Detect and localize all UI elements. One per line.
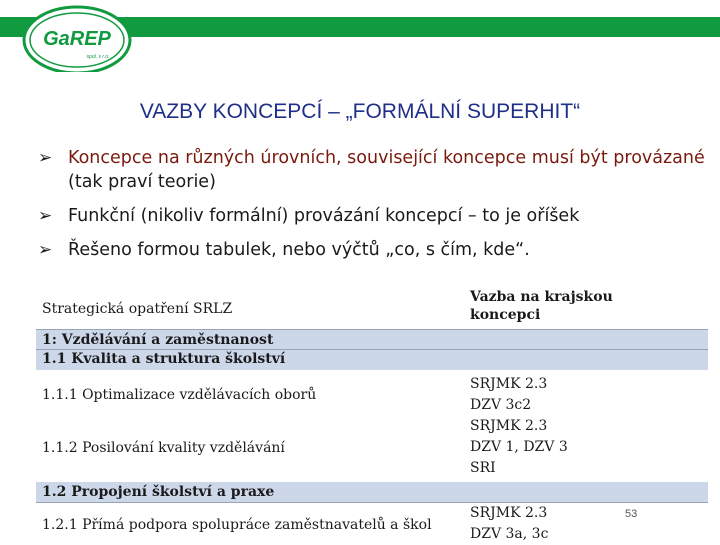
header-strategic-measures: Strategická opatření SRLZ <box>42 301 233 317</box>
bullet-list <box>38 146 708 272</box>
garep-logo-graphic <box>20 0 138 72</box>
row-link-line: SRJMK 2.3 <box>470 505 548 521</box>
row-measure: 1.2.1 Přímá podpora spolupráce zaměstnavatelů a škol <box>42 517 432 533</box>
logo-subtext: spol. s r.o. <box>86 54 110 60</box>
row-link-line: DZV 1, DZV 3 <box>470 439 568 455</box>
row-link-line: DZV 3a, 3c <box>470 526 549 542</box>
header-regional-link-line: koncepci <box>470 307 541 323</box>
row-link <box>468 374 708 416</box>
table-section-row <box>36 330 708 370</box>
table-section-row <box>36 482 708 502</box>
row-link-line: DZV 3c2 <box>470 397 532 413</box>
table-divider <box>36 349 708 350</box>
bullet-text: (tak praví teorie) <box>68 172 216 192</box>
bullet-item <box>38 146 708 194</box>
page-number: 53 <box>625 508 638 520</box>
section-heading <box>36 331 285 369</box>
bullet-item <box>38 238 708 262</box>
table-header-row <box>36 283 708 329</box>
header-regional-link-line: Vazba na krajskou <box>470 289 613 305</box>
row-link-line: SRJMK 2.3 <box>470 418 548 434</box>
garep-logo <box>20 0 138 72</box>
section-heading-line: 1.1 Kvalita a struktura školství <box>42 351 286 367</box>
arrow-bullet-icon: ➢ <box>38 206 53 226</box>
section-heading-line: 1: Vzdělávání a zaměstnanost <box>42 332 274 348</box>
table-row <box>36 416 708 481</box>
slide-title: VAZBY KONCEPCÍ – „FORMÁLNÍ SUPERHIT“ <box>139 100 581 123</box>
row-link <box>468 416 708 479</box>
table-row <box>36 371 708 415</box>
arrow-bullet-icon: ➢ <box>38 240 53 260</box>
row-link <box>468 503 708 545</box>
bullet-highlight: Koncepce na různých úrovních, související koncepce musí být provázané <box>68 148 705 168</box>
bullet-text: Řešeno formou tabulek, nebo výčtů „co, s čím, kde“. <box>68 240 530 260</box>
row-measure: 1.1.1 Optimalizace vzdělávacích oborů <box>42 387 317 403</box>
logo-text: GaREP <box>43 28 111 50</box>
row-link-line: SRJMK 2.3 <box>470 376 548 392</box>
bullet-text: Funkční (nikoliv formální) provázání koncepcí – to je oříšek <box>68 206 580 226</box>
bullet-item <box>38 204 708 228</box>
row-measure: 1.1.2 Posilování kvality vzdělávání <box>42 440 285 456</box>
row-link-line: SRI <box>470 460 496 476</box>
table-row <box>36 503 708 543</box>
arrow-bullet-icon: ➢ <box>38 148 53 168</box>
header-regional-link <box>468 288 708 324</box>
section-heading: 1.2 Propojení školství a praxe <box>42 484 275 500</box>
